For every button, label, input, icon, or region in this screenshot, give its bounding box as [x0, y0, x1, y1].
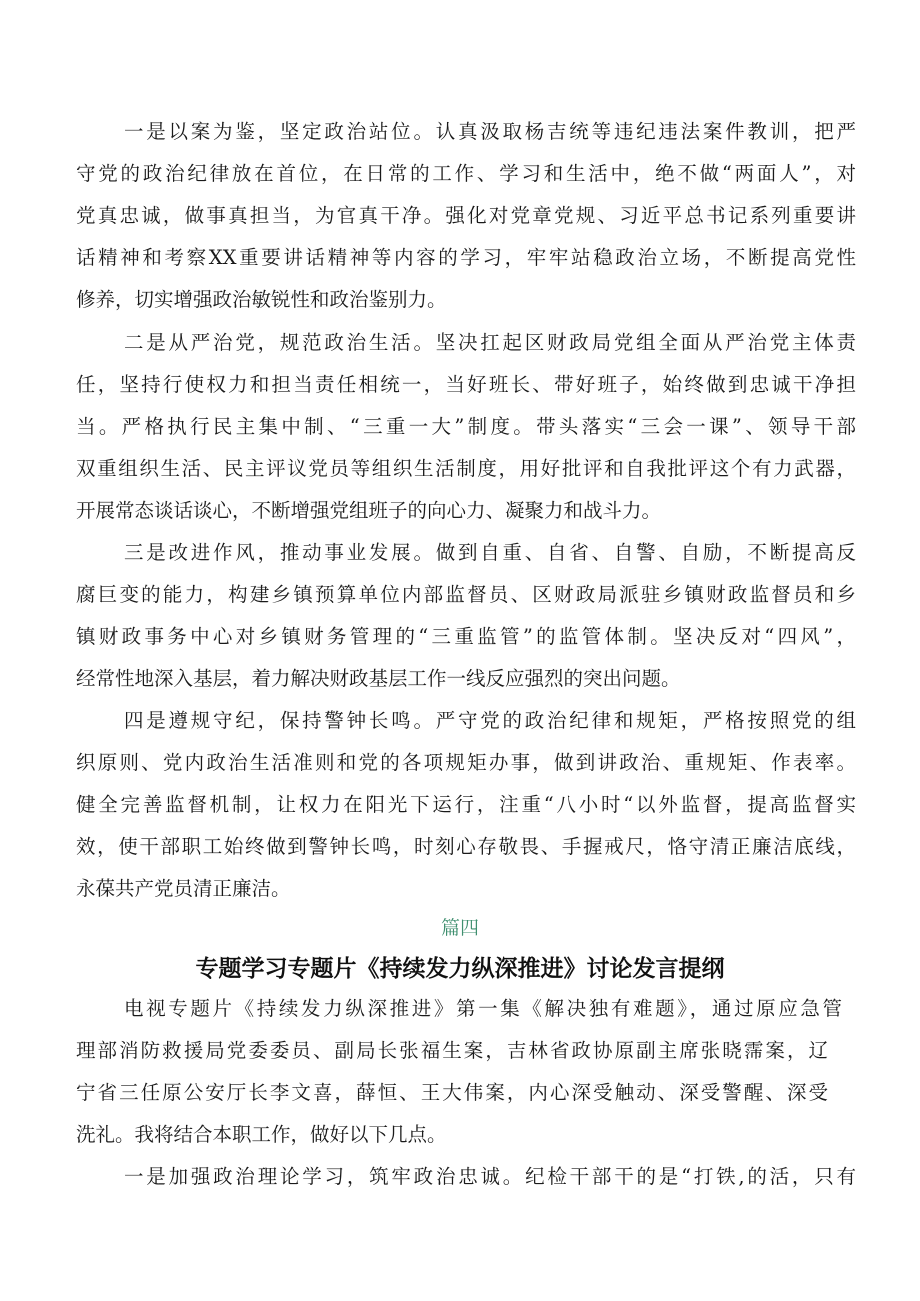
- paragraph-4-line: 四是遵规守纪，保持警钟长鸣。严守党的政治纪律和规矩，严格按照党的组: [124, 709, 856, 732]
- paragraph-2-line: 双重组织生活、民主评议党员等组织生活制度，用好批评和自我批评这个有力武器，: [76, 457, 856, 480]
- paragraph-2-line: 任，坚持行使权力和担当责任相统一，当好班长、带好班子，始终做到忠诚干净担: [76, 373, 856, 396]
- paragraph-3-line: 经常性地深入基层，着力解决财政基层工作一线反应强烈的突出问题。: [76, 667, 681, 690]
- paragraph-1-line: 党真忠诚，做事真担当，为官真干净。强化对党章党规、习近平总书记系列重要讲: [76, 204, 856, 227]
- paragraph-1-line: 守党的政治纪律放在首位，在日常的工作、学习和生活中，绝不做“两面人”，对: [76, 162, 856, 185]
- paragraph-2-line: 当。严格执行民主集中制、“三重一大”制度。带头落实“三会一课”、领导干部: [76, 415, 856, 438]
- paragraph-3-line: 三是改进作风，推动事业发展。做到自重、自省、自警、自励，不断提高反: [124, 541, 856, 564]
- paragraph-4-line: 效，使干部职工始终做到警钟长鸣，时刻心存敬畏、手握戒尺，恪守清正廉洁底线，: [76, 835, 856, 858]
- paragraph-1-line: 话精神和考察XX重要讲话精神等内容的学习，牢牢站稳政治立场，不断提高党性: [76, 246, 856, 269]
- paragraph-1-line: 一是以案为鉴，坚定政治站位。认真汲取杨吉统等违纪违法案件教训，把严: [124, 120, 856, 143]
- paragraph-4-line: 永葆共产党员清正廉洁。: [76, 877, 291, 900]
- paragraph-2-line: 二是从严治党，规范政治生活。坚决扛起区财政局党组全面从严治党主体责: [124, 331, 856, 354]
- paragraph-5-line: 理部消防救援局党委委员、副局长张福生案，吉林省政协原副主席张晓霈案，辽: [76, 1039, 828, 1062]
- paragraph-5-line: 宁省三任原公安厅长李文喜，薛恒、王大伟案，内心深受触动、深受警醒、深受: [76, 1081, 828, 1104]
- paragraph-3-line: 镇财政事务中心对乡镇财务管理的“三重监管”的监管体制。坚决反对“四风”，: [76, 625, 856, 648]
- paragraph-4-line: 织原则、党内政治生活准则和党的各项规矩办事，做到讲政治、重规矩、作表率。: [76, 751, 856, 774]
- paragraph-5-line: 电视专题片《持续发力纵深推进》第一集《解决独有难题》，通过原应急管: [124, 997, 842, 1020]
- paragraph-5-line: 洗礼。我将结合本职工作，做好以下几点。: [76, 1123, 447, 1146]
- section-label: 篇四: [440, 917, 479, 939]
- document-title: 专题学习专题片《持续发力纵深推进》讨论发言提纲: [195, 956, 725, 982]
- paragraph-1-line: 修养，切实增强政治敏锐性和政治鉴别力。: [76, 288, 447, 311]
- paragraph-4-line: 健全完善监督机制，让权力在阳光下运行，注重“八小时“以外监督，提高监督实: [76, 793, 856, 816]
- paragraph-6-line: 一是加强政治理论学习，筑牢政治忠诚。纪检干部干的是“打铁,的活，只有: [124, 1165, 856, 1188]
- paragraph-2-line: 开展常态谈话谈心，不断增强党组班子的向心力、凝聚力和战斗力。: [76, 499, 662, 522]
- paragraph-3-line: 腐巨变的能力，构建乡镇预算单位内部监督员、区财政局派驻乡镇财政监督员和乡: [76, 583, 856, 606]
